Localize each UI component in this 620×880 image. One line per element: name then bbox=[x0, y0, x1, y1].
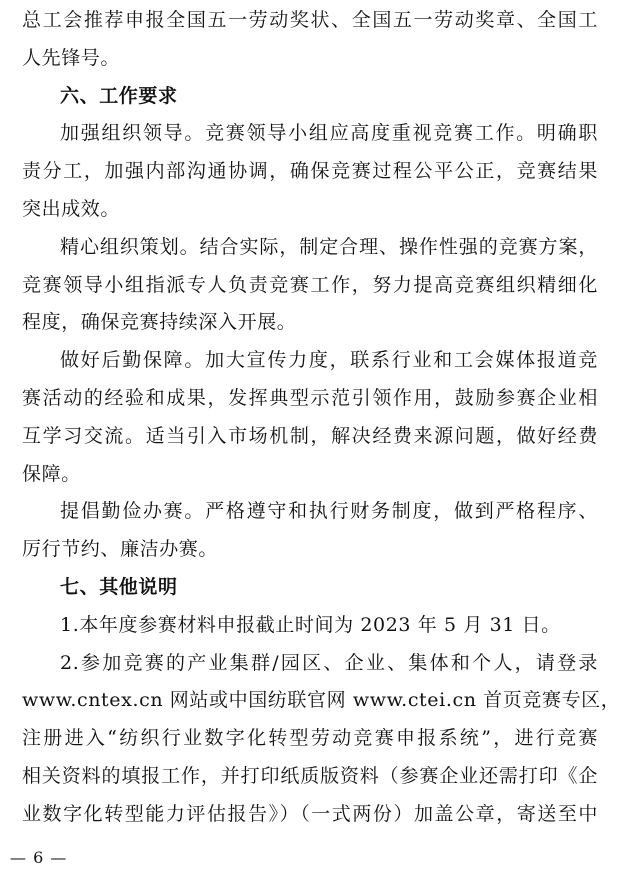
text-line: www.cntex.cn 网站或中国纺联官网 www.ctei.cn 首页竞赛专区， bbox=[22, 689, 620, 712]
section-heading: 七、其他说明 bbox=[60, 575, 178, 598]
text-line: 赛活动的经验和成果，发挥典型示范引领作用，鼓励参赛企业相 bbox=[22, 386, 598, 409]
section-heading: 六、工作要求 bbox=[60, 84, 178, 107]
text-line: 精心组织策划。结合实际，制定合理、操作性强的竞赛方案， bbox=[60, 235, 598, 258]
page-number: — 6 — bbox=[10, 848, 68, 867]
text-line: 互学习交流。适当引入市场机制，解决经费来源问题，做好经费 bbox=[22, 424, 598, 447]
text-line: 2.参加竞赛的产业集群/园区、企业、集体和个人，请登录 bbox=[60, 651, 598, 674]
text-line: 注册进入“纺织行业数字化转型劳动竞赛申报系统”，进行竞赛 bbox=[22, 727, 598, 750]
text-line: 保障。 bbox=[22, 462, 81, 485]
document-page bbox=[22, 2, 620, 834]
text-line: 相关资料的填报工作，并打印纸质版资料（参赛企业还需打印《企 bbox=[22, 764, 598, 787]
text-line: 突出成效。 bbox=[22, 197, 121, 220]
text-line: 责分工，加强内部沟通协调，确保竞赛过程公平公正，竞赛结果 bbox=[22, 160, 598, 183]
text-line: 1.本年度参赛材料申报截止时间为 2023 年 5 月 31 日。 bbox=[60, 613, 561, 636]
text-line: 竞赛领导小组指派专人负责竞赛工作，努力提高竞赛组织精细化 bbox=[22, 273, 598, 296]
text-line: 提倡勤俭办赛。严格遵守和执行财务制度，做到严格程序、 bbox=[60, 500, 598, 523]
text-line: 厉行节约、廉洁办赛。 bbox=[22, 538, 219, 561]
text-line: 加强组织领导。竞赛领导小组应高度重视竞赛工作。明确职 bbox=[60, 122, 598, 145]
text-line: 人先锋号。 bbox=[22, 46, 121, 69]
text-line: 总工会推荐申报全国五一劳动奖状、全国五一劳动奖章、全国工 bbox=[22, 9, 598, 31]
text-line: 程度，确保竞赛持续深入开展。 bbox=[22, 311, 297, 334]
text-line: 做好后勤保障。加大宣传力度，联系行业和工会媒体报道竞 bbox=[60, 349, 598, 372]
text-line: 业数字化转型能力评估报告》）（一式两份）加盖公章，寄送至中 bbox=[22, 802, 598, 825]
